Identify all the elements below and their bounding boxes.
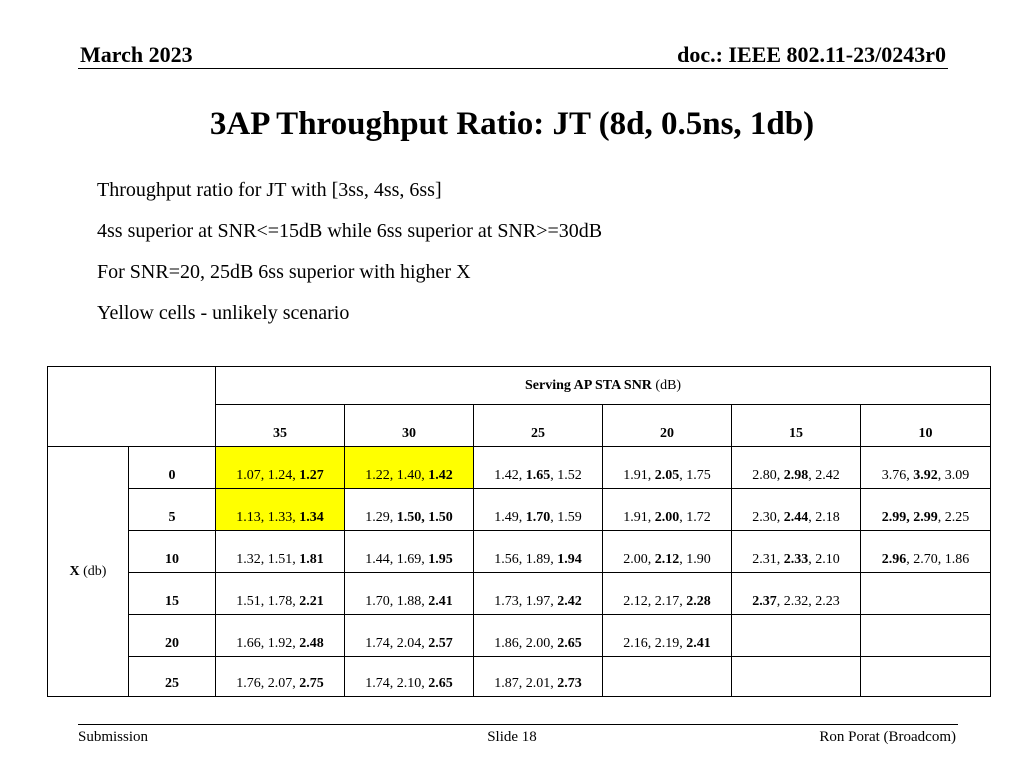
ratio-value: , 1.72 xyxy=(679,510,711,525)
snr-header-unit: (dB) xyxy=(651,377,682,393)
ratio-value: 1.74, 2.04, xyxy=(365,636,429,651)
empty-cell xyxy=(732,657,861,697)
ratio-value-bold: 2.99, 2.99 xyxy=(881,510,938,525)
ratio-value: 1.51, 1.78, xyxy=(236,594,300,609)
ratio-cell xyxy=(216,531,345,573)
ratio-value: 1.32, 1.51, xyxy=(236,552,300,567)
x-row-header: 15 xyxy=(129,573,216,615)
ratio-value-bold: 2.21 xyxy=(299,594,324,609)
ratio-value: , 2.18 xyxy=(808,510,840,525)
ratio-cell xyxy=(603,615,732,657)
empty-cell xyxy=(861,657,991,697)
empty-cell xyxy=(861,573,991,615)
ratio-value-bold: 1.34 xyxy=(299,510,324,525)
ratio-cell xyxy=(603,531,732,573)
ratio-cell xyxy=(345,531,474,573)
ratio-value: 1.74, 2.10, xyxy=(365,676,429,691)
ratio-value-bold: 1.65 xyxy=(525,468,551,483)
ratio-value: , 2.42 xyxy=(808,468,840,483)
throughput-ratio-table xyxy=(47,366,991,697)
ratio-value: 1.91, xyxy=(623,510,655,525)
ratio-value: 1.91, xyxy=(623,468,655,483)
ratio-cell xyxy=(603,489,732,531)
ratio-value-bold: 1.42 xyxy=(428,468,453,483)
ratio-cell xyxy=(603,573,732,615)
ratio-value: 1.42, xyxy=(494,468,526,483)
ratio-value: , 2.25 xyxy=(937,510,970,525)
ratio-value-bold: 3.92 xyxy=(913,468,938,483)
ratio-value-bold: 2.28 xyxy=(686,594,711,609)
ratio-value-bold: 1.81 xyxy=(299,552,324,567)
ratio-value-bold: 2.33 xyxy=(783,552,809,567)
ratio-cell xyxy=(474,447,603,489)
ratio-value: 1.29, xyxy=(365,510,397,525)
ratio-value: 2.12, 2.17, xyxy=(623,594,687,609)
ratio-cell xyxy=(345,573,474,615)
slide-title: 3AP Throughput Ratio: JT (8d, 0.5ns, 1db) xyxy=(209,106,815,142)
ratio-value: 2.16, 2.19, xyxy=(623,636,687,651)
snr-header-label: Serving AP STA SNR xyxy=(524,377,652,393)
ratio-value: , 2.70, 1.86 xyxy=(906,552,970,567)
ratio-value: 1.86, 2.00, xyxy=(494,636,558,651)
ratio-cell xyxy=(861,447,991,489)
ratio-value-bold: 2.96 xyxy=(881,552,907,567)
snr-group-header xyxy=(216,367,991,405)
ratio-value: 1.49, xyxy=(494,510,526,525)
footer-submission: Submission xyxy=(78,729,149,745)
ratio-value: , 2.10 xyxy=(808,552,840,567)
ratio-value-bold: 2.41 xyxy=(686,636,711,651)
ratio-value-bold: 2.05 xyxy=(654,468,680,483)
ratio-value: 1.56, 1.89, xyxy=(494,552,558,567)
ratio-value: 1.70, 1.88, xyxy=(365,594,429,609)
x-row-header: 20 xyxy=(129,615,216,657)
ratio-value-bold: 1.95 xyxy=(428,552,453,567)
ratio-value-bold: 2.98 xyxy=(783,468,809,483)
bullet-list xyxy=(97,170,602,334)
ratio-cell xyxy=(345,615,474,657)
ratio-cell xyxy=(732,531,861,573)
footer-slide-number: Slide 18 xyxy=(487,729,537,745)
ratio-cell xyxy=(474,489,603,531)
ratio-value-bold: 2.00 xyxy=(654,510,680,525)
snr-column-header: 30 xyxy=(345,405,474,447)
ratio-value-bold: 2.41 xyxy=(428,594,453,609)
footer-author: Ron Porat (Broadcom) xyxy=(819,729,956,745)
snr-column-header: 35 xyxy=(216,405,345,447)
ratio-cell xyxy=(861,489,991,531)
empty-cell xyxy=(603,657,732,697)
ratio-value-bold: 1.70 xyxy=(525,510,551,525)
ratio-value: , 1.52 xyxy=(550,468,582,483)
ratio-value: , 1.90 xyxy=(679,552,711,567)
ratio-cell xyxy=(216,657,345,697)
ratio-cell xyxy=(861,531,991,573)
empty-cell xyxy=(861,615,991,657)
ratio-value-bold: 2.44 xyxy=(783,510,809,525)
bullet-item: Yellow cells - unlikely scenario xyxy=(97,302,350,324)
header-date: March 2023 xyxy=(80,42,193,67)
ratio-cell xyxy=(216,489,345,531)
ratio-cell xyxy=(474,531,603,573)
x-label: X xyxy=(69,563,80,579)
ratio-value: 1.07, 1.24, xyxy=(236,468,300,483)
bullet-item: 4ss superior at SNR<=15dB while 6ss superior at SNR>=30dB xyxy=(97,220,603,242)
snr-column-header: 20 xyxy=(603,405,732,447)
snr-column-header: 25 xyxy=(474,405,603,447)
table-corner-cell xyxy=(48,367,216,447)
ratio-cell xyxy=(345,447,474,489)
ratio-value: 2.80, xyxy=(752,468,784,483)
snr-column-header: 10 xyxy=(861,405,991,447)
x-axis-label-cell xyxy=(48,447,129,697)
ratio-value-bold: 2.65 xyxy=(557,636,582,651)
header-divider xyxy=(78,68,948,69)
ratio-value: 3.76, xyxy=(881,468,914,483)
ratio-value-bold: 2.57 xyxy=(428,636,453,651)
ratio-cell xyxy=(732,447,861,489)
ratio-value-bold: 2.42 xyxy=(557,594,582,609)
ratio-value-bold: 2.12 xyxy=(654,552,680,567)
ratio-value: 1.73, 1.97, xyxy=(494,594,558,609)
ratio-value: , 2.32, 2.23 xyxy=(776,594,840,609)
ratio-cell xyxy=(474,573,603,615)
ratio-cell xyxy=(216,573,345,615)
ratio-value-bold: 1.27 xyxy=(299,468,324,483)
ratio-cell xyxy=(345,657,474,697)
ratio-value: , 1.75 xyxy=(679,468,711,483)
ratio-value: , 1.59 xyxy=(550,510,582,525)
ratio-value: 1.87, 2.01, xyxy=(494,676,558,691)
ratio-cell xyxy=(603,447,732,489)
x-row-header: 25 xyxy=(129,657,216,697)
x-row-header: 10 xyxy=(129,531,216,573)
ratio-value-bold: 2.65 xyxy=(428,676,453,691)
ratio-cell xyxy=(732,489,861,531)
snr-column-header: 15 xyxy=(732,405,861,447)
ratio-value: , 3.09 xyxy=(937,468,970,483)
ratio-value: 2.31, xyxy=(752,552,784,567)
bullet-item: For SNR=20, 25dB 6ss superior with higher X xyxy=(97,261,471,283)
ratio-value: 1.13, 1.33, xyxy=(236,510,300,525)
ratio-value-bold: 2.73 xyxy=(557,676,582,691)
x-row-header: 5 xyxy=(129,489,216,531)
ratio-cell xyxy=(474,657,603,697)
header-doc-id: doc.: IEEE 802.11-23/0243r0 xyxy=(677,42,946,67)
ratio-value-bold: 1.94 xyxy=(557,552,582,567)
ratio-value-bold: 2.48 xyxy=(299,636,324,651)
ratio-value: 1.66, 1.92, xyxy=(236,636,300,651)
x-row-header: 0 xyxy=(129,447,216,489)
ratio-cell xyxy=(474,615,603,657)
empty-cell xyxy=(732,615,861,657)
ratio-value: 2.30, xyxy=(752,510,784,525)
ratio-cell xyxy=(216,447,345,489)
ratio-cell xyxy=(216,615,345,657)
ratio-value: 2.00, xyxy=(623,552,655,567)
ratio-value-bold: 1.50, 1.50 xyxy=(396,510,453,525)
ratio-value: 1.76, 2.07, xyxy=(236,676,300,691)
ratio-value: 1.22, 1.40, xyxy=(365,468,429,483)
bullet-item: Throughput ratio for JT with [3ss, 4ss, 6ss] xyxy=(97,179,442,201)
ratio-value-bold: 2.75 xyxy=(299,676,324,691)
ratio-cell xyxy=(345,489,474,531)
ratio-value-bold: 2.37 xyxy=(752,594,777,609)
footer-divider xyxy=(78,724,958,725)
ratio-value: 1.44, 1.69, xyxy=(365,552,429,567)
x-label-unit: (db) xyxy=(79,563,107,579)
ratio-cell xyxy=(732,573,861,615)
